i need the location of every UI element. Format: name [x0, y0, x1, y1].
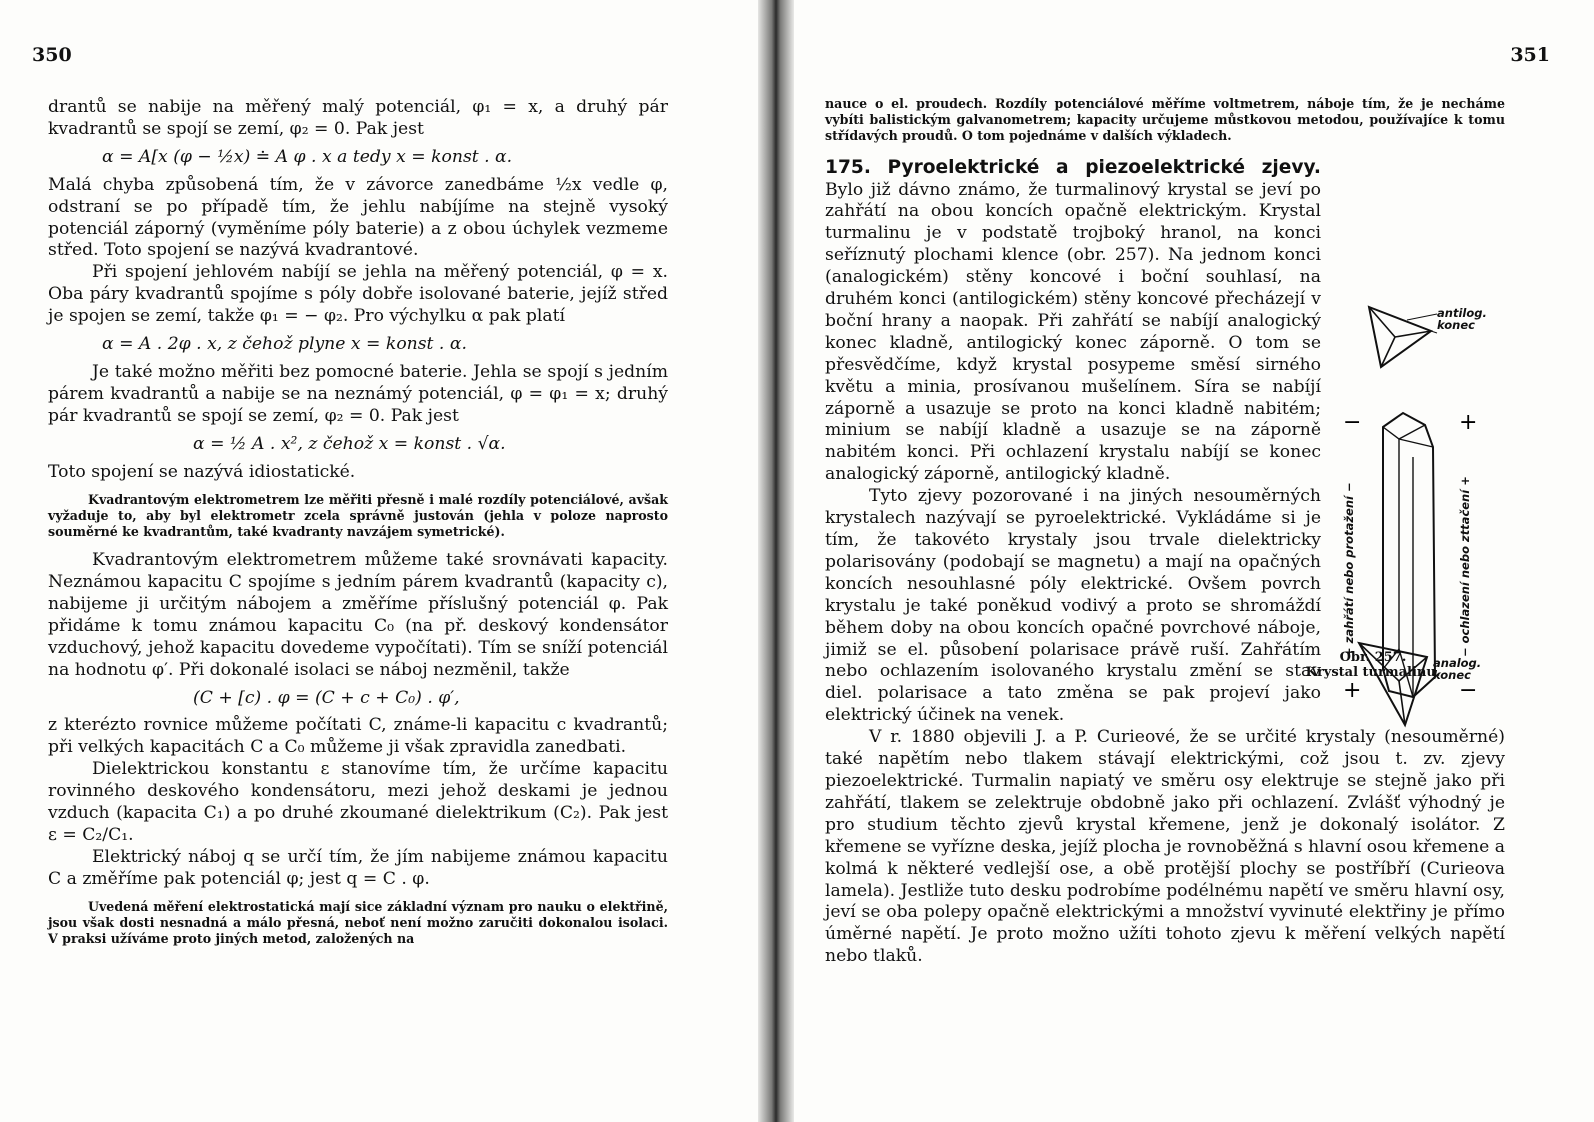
page-number: 350 — [32, 44, 72, 66]
paragraph: Elektrický náboj q se určí tím, že jím nabijeme známou kapacitu C a změříme pak potenciál φ; jest q = C . φ. — [48, 846, 668, 889]
paragraph: Tyto zjevy pozorované i na jiných nesouměrných krystalech nazývají se pyroelektrické. Vykládáme si je tím, že takovéto krystaly jsou trvale dielektricky polarisovány (podobají se magnetu) a mají na opačných koncích nesouhlasné póly elektrické. Ovšem povrch krystalu je také poněkud vodivý a proto se shromáždí během doby na obou koncích opačné povrchové náboje, jimiž se el. působení polarisace právě ruší. Zahřátím nebo ochlazením isolovaného krystalu změní se stav diel. polarisace a tato změna se pak projeví jako elektrický účinek na venek. — [825, 486, 1321, 726]
svg-text:+: + — [1343, 677, 1362, 703]
equation: α = A . 2φ . x, z čehož plyne x = konst . α. — [102, 334, 467, 355]
figure-label: antilog. konec — [1437, 305, 1487, 332]
paragraph: Toto spojení se nazývá idiostatické. — [48, 461, 356, 482]
paragraph: Při spojení jehlovém nabíjí se jehla na měřený potenciál, φ = x. Oba páry kvadrantů spojíme s póly dobře isolované baterie, jejíž střed je spojen se zemí, takže φ₁ = − φ₂. Pro výchylku α pak platí — [48, 262, 668, 327]
paragraph: Je také možno měřiti bez pomocné baterie. Jehla se spojí s jedním párem kvadrantů a nabije se na neznámý potenciál, φ = φ₁ = x; druhý pár kvadrantů se spojí se zemí, φ₂ = 0. Pak jest — [48, 361, 668, 426]
equation: α = ½ A . x², z čehož x = konst . √α. — [193, 433, 506, 454]
paragraph: Malá chyba způsobená tím, že v závorce zanedbáme ½x vedle φ, odstraní se po případě tím, že jehlu nabíjíme na stejně vysoký potenciál záporný (vyměníme póly baterie) a z obou úchylek vezmeme střed. Toto spojení se nazývá kvadrantové. — [48, 174, 668, 261]
small-note: Kvadrantovým elektrometrem lze měřiti přesně i malé rozdíly potenciálové, avšak vyžaduje to, aby byl elektrometr zcela správně justován (jehla v poloze naprosto souměrné ke kvadrantům, také kvadranty navzájem symetrické). — [48, 491, 668, 539]
paragraph: z kterézto rovnice můžeme počítati C, známe-li kapacitu c kvadrantů; při velkých kapacitách C a C₀ můžeme ji však zpravidla zanedbati. — [48, 715, 668, 758]
right-text-column: nauce o el. proudech. Rozdíly potenciálové měříme voltmetrem, náboje tím, že je necháme vybíti balistickým galvanometrem; kapacity určujeme můstkovou metodou, používajíce k tomu střídavých proudů. O tom pojednáme v dalších výkladech. − + + − antilog. konec analog. konec + zahřátí nebo protažení − − ochlazení nebo zttačení + 175. Pyroelektrické a piezoelektrické zjevy. Bylo již dávno známo, že turmalinový krystal se jeví po zahřátí na obou koncích opačně elektrickým. Krystal turmalinu je v podstatě trojboký hranol, na konci seříznutý plochami klence (obr. 257). Na jednom konci (analogickém) stěny koncové i boční souhlasí, na druhém konci (antilogickém) stěny koncové přecházejí v boční hrany a naopak. Při zahřátí se nabíjí analogický konec kladně, antilogický konec záporně. O tom se přesvědčíme, když krystal posypeme směsí sirného květu a minia, prosívanou mušelínem. Síra se nabíjí záporně a usazuje se proto na konci kladně nabitém; minium se nabíjí kladně a usazuje se na záporně nabitém konci. Při ochlazení krystalu nabíjí se konec analogický záporně, antilogický kladně. Tyto zjevy pozorované i na jiných nesouměrných krystalech nazývají se pyroelektrické. Vykládáme si je tím, že takovéto krystaly jsou trvale dielektricky polarisovány (podobají se magnetu) a mají na opačných koncích nesouhlasné póly elektrické. Ovšem povrch krystalu je také poněkud vodivý a proto se shromáždí během doby na obou koncích opačné povrchové náboje, jimiž se el. působení polarisace právě ruší. Zahřátím nebo ochlazením isolovaného krystalu změní se stav diel. polarisace a tato změna se pak projeví jako elektrický účinek na venek. V r. 1880 objevili J. a P. Curieové, že se určité krystaly (nesouměrné) také napětím nebo tlakem stávají elektrickými, což jsou t. zv. zjevy piezoelektrické. Turmalin napiatý ve směru osy elektruje se stejně jako při zahřátí, tlakem se zelektruje obdobně jako při ochlazení. Zvlášť výhodný je pro studium těchto zjevů krystal křemene, jenž je dokonalý isolátor. Z křemene se vyřízne deska, jejíž plocha je rovnoběžná s hlavní osou křemene a kolmá k některé vedlejší ose, a obě protější plochy se postříbří (Curieova lamela). Jestliže tuto desku podrobíme podélnému napětí ve směru hlavní osy, jeví se oba polepy opačně elektrickými a množství vyvinuté elektřiny je přímo úměrné napětí. Je proto možno užíti tohoto zjevu k měření velkých napětí nebo tlaků. — [825, 96, 1505, 967]
equation: (C + [c) . φ = (C + c + C₀) . φ′, — [193, 687, 460, 708]
svg-text:−: − — [1343, 409, 1362, 435]
figure-caption: Obr. 257. Krystal turmalinu. — [1305, 650, 1441, 680]
axis-label: − ochlazení nebo zttačení + — [1458, 475, 1472, 657]
figure-label: analog. konec — [1433, 655, 1482, 682]
svg-text:−: − — [1459, 677, 1478, 703]
section-heading: 175. Pyroelektrické a piezoelektrické zjevy. — [825, 156, 1321, 178]
axis-label: + zahřátí nebo protažení − — [1342, 482, 1356, 657]
svg-text:+: + — [1459, 409, 1478, 435]
figure-257 — [1333, 157, 1505, 703]
equation: α = A[x (φ − ½x) ≐ A φ . x a tedy x = konst . α. — [102, 146, 513, 167]
small-note: nauce o el. proudech. Rozdíly potenciálové měříme voltmetrem, náboje tím, že je necháme vybíti balistickým galvanometrem; kapacity určujeme můstkovou metodou, používajíce k tomu střídavých proudů. O tom pojednáme v dalších výkladech. — [825, 96, 1505, 144]
left-page — [0, 0, 775, 1122]
right-page — [779, 0, 1594, 1122]
paragraph: drantů se nabije na měřený malý potenciál, φ₁ = x, a druhý pár kvadrantů se spojí se zemí, φ₂ = 0. Pak jest — [48, 97, 668, 139]
small-note: Uvedená měření elektrostatická mají sice základní význam pro nauku o elektřině, jsou však dosti nesnadná a málo přesná, neboť není možno zaručiti dokonalou isolaci. V praksi užíváme proto jiných metod, založených na — [48, 898, 668, 947]
page-number: 351 — [1510, 44, 1550, 66]
left-text-column — [48, 97, 668, 957]
paragraph: Kvadrantovým elektrometrem můžeme také srovnávati kapacity. Neznámou kapacitu C spojíme s jedním párem kvadrantů (kapacity c), nabijeme ji určitým nábojem a změříme příslušný potenciál φ. Pak přidáme k tomu známou kapacitu C₀ (na př. deskový kondensátor vzduchový, jehož kapacitu dovedeme vypočítati). Tím se sníží potenciál na hodnotu φ′. Při dokonalé isolaci se náboj nezměnil, takže — [48, 550, 668, 680]
paragraph: V r. 1880 objevili J. a P. Curieové, že se určité krystaly (nesouměrné) také napětím nebo tlakem stávají elektrickými, což jsou t. zv. zjevy piezoelektrické. Turmalin napiatý ve směru osy elektruje se stejně jako při zahřátí, tlakem se zelektruje obdobně jako při ochlazení. Zvlášť výhodný je pro studium těchto zjevů krystal křemene, jenž je dokonalý isolátor. Z křemene se vyřízne deska, jejíž plocha je rovnoběžná s hlavní osou křemene a kolmá k některé vedlejší ose, a obě protější plochy se postříbří (Curieova lamela). Jestliže tuto desku podrobíme podélnému napětí ve směru hlavní osy, jeví se oba polepy opačně elektrickými a množství vyvinuté elektřiny je přímo úměrné napětí. Je proto možno užíti tohoto zjevu k měření velkých napětí nebo tlaků. — [825, 727, 1505, 967]
paragraph: Dielektrickou konstantu ε stanovíme tím, že určíme kapacitu rovinného deskového kondensátoru, mezi jehož deskami je jednou vzduch (kapacita C₁) a po druhé zkoumané dielektrikum (C₂). Pak jest ε = C₂/C₁. — [48, 759, 668, 845]
